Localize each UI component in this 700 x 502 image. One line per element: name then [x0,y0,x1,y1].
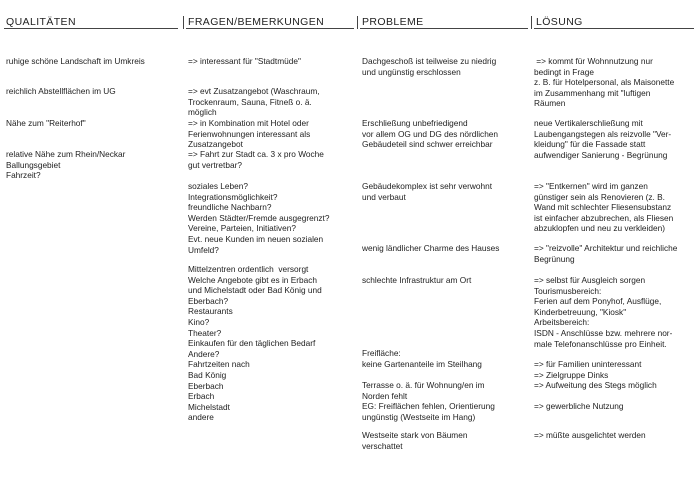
problem-item: Erschließung unbefriedigend vor allem OG und DG des nördlichen Gebäudeteil sind schwer erreichbar [362,118,499,150]
loesung-item: => Aufweitung des Stegs möglich [534,380,657,390]
loesung-item: => "Entkernen" wird im ganzen günstiger sein als Renovieren (z. B. Wand mit schlechter Fliesensubstanz ist einfacher abzubrechen, als Fliesen abzuklopfen und neu zu verkleiden) [534,181,674,234]
problem-item: Terrasse o. ä. für Wohnung/en im Norden fehlt EG: Freiflächen fehlen, Orientierung ungünstig (Westseite im Hang) [362,380,495,422]
header-rule-2 [186,28,354,29]
problem-item: Freifläche: keine Gartenanteile im Steilhang [362,348,482,369]
frage-item: => in Kombination mit Hotel oder Ferienwohnungen interessant als Zusatzangebot [188,118,311,150]
header-rule-1 [4,28,178,29]
header-fragen: FRAGEN/BEMERKUNGEN [188,16,325,28]
header-rule-3 [360,28,528,29]
qualitaet-item: Nähe zum "Reiterhof" [6,118,86,128]
frage-item: => evt Zusatzangebot (Waschraum, Trockenraum, Sauna, Fitneß o. ä. möglich [188,86,320,118]
frage-item: => Fahrt zur Stadt ca. 3 x pro Woche gut vertretbar? [188,149,324,170]
column-divider-3 [531,16,532,29]
problem-item: wenig ländlicher Charme des Hauses [362,243,500,253]
problem-item: Dachgeschoß ist teilweise zu niedrig und ungünstig erschlossen [362,56,497,77]
loesung-item: neue Vertikalerschließung mit Laubengangstegen als reizvolle "Ver- kleidung" für die Fassade statt aufwendiger Sanierung - Begrünung [534,118,672,160]
frage-item: soziales Leben? Integrationsmöglichkeit? freundliche Nachbarn? Werden Städter/Fremde ausgegrenzt? Vereine, Parteien, Initiativen? Evt. neue Kunden im neuen sozialen Umfeld? [188,181,330,255]
header-rule-4 [534,28,694,29]
header-loesung: LÖSUNG [536,16,583,28]
problem-item: Westseite stark von Bäumen verschattet [362,430,468,451]
loesung-item: => müßte ausgelichtet werden [534,430,646,440]
problem-item: schlechte Infrastruktur am Ort [362,275,472,285]
loesung-item: => gewerbliche Nutzung [534,401,624,411]
problem-item: Gebäudekomplex ist sehr verwohnt und verbaut [362,181,493,202]
frage-item: => interessant für "Stadtmüde" [188,56,301,66]
column-divider-1 [183,16,184,29]
loesung-item: => kommt für Wohnnutzung nur bedingt in Frage z. B. für Hotelpersonal, als Maisonette im Zusammenhang mit "luftigen Räumen [534,56,675,109]
loesung-item: => selbst für Ausgleich sorgen Tourismusbereich: Ferien auf dem Ponyhof, Ausflüge, Kinderbetreuung, "Kiosk" Arbeitsbereich: ISDN - Anschlüsse bzw. mehrere nor- male Telefonanschlüsse pro Einheit. [534,275,673,349]
qualitaet-item: ruhige schöne Landschaft im Umkreis [6,56,145,66]
column-divider-2 [357,16,358,29]
loesung-item: => "reizvolle" Architektur und reichliche Begrünung [534,243,678,264]
qualitaet-item: reichlich Abstellflächen im UG [6,86,116,96]
frage-item: Mittelzentren ordentlich versorgt Welche Angebote gibt es in Erbach und Michelstadt oder Bad König und Eberbach? Restaurants Kino? Theater? Einkaufen für den täglichen Bedarf Andere? Fahrtzeiten nach Bad König Eberbach Erbach Michelstadt andere [188,264,322,423]
qualitaet-item: relative Nähe zum Rhein/Neckar Ballungsgebiet Fahrzeit? [6,149,126,181]
header-probleme: PROBLEME [362,16,424,28]
loesung-item: => für Familien uninteressant => Zielgruppe Dinks [534,359,642,380]
header-qualitaeten: QUALITÄTEN [6,16,76,28]
